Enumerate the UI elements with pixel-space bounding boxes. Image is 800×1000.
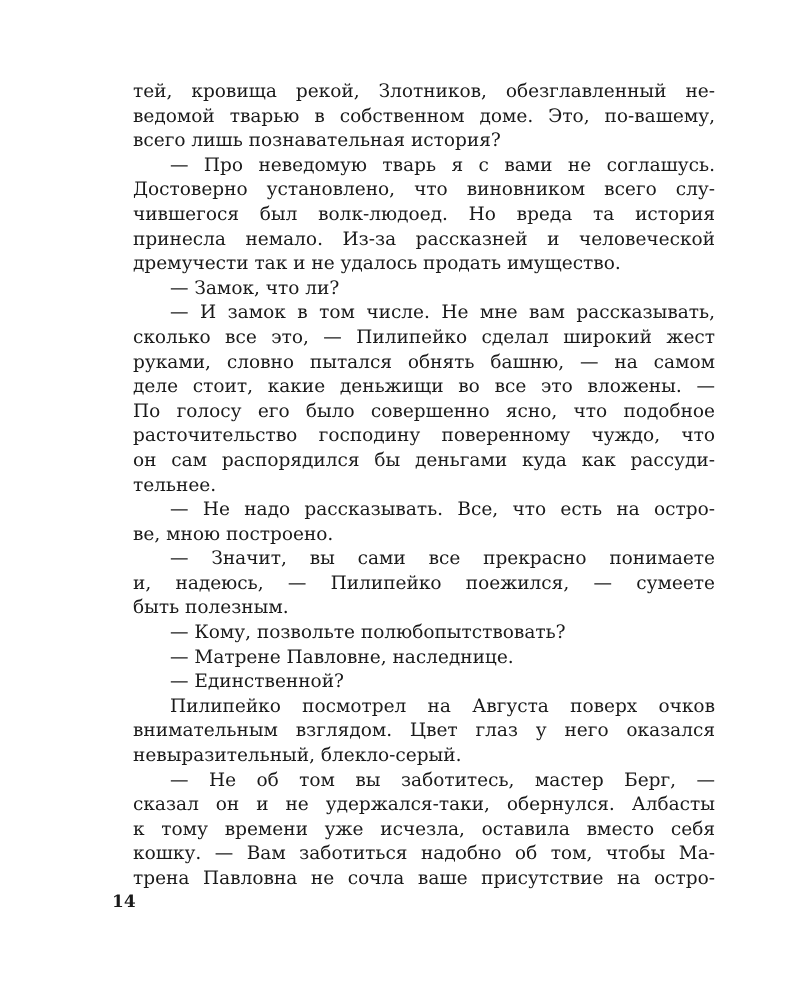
text-line: руками, словно пытался обнять башню, — на самом bbox=[133, 351, 715, 373]
body-text bbox=[133, 80, 715, 892]
text-line: всего лишь познавательная история? bbox=[133, 130, 501, 152]
text-line: кошку. — Вам заботиться надобно об том, чтобы Ма- bbox=[133, 843, 715, 865]
text-line: ведомой тварью в собственном доме. Это, по-вашему, bbox=[133, 105, 715, 127]
text-line: сколько все это, — Пилипейко сделал широкий жест bbox=[133, 326, 715, 348]
text-line: тей, кровища рекой, Злотников, обезглавленный не- bbox=[133, 81, 715, 102]
text-line: ве, мною построено. bbox=[133, 523, 334, 545]
text-line: деле стоит, какие деньжищи во все это вложены. — bbox=[133, 376, 715, 398]
text-line: — Про неведомую тварь я с вами не соглашусь. bbox=[170, 154, 715, 176]
text-line: принесла немало. Из-за рассказней и человеческой bbox=[133, 228, 715, 250]
page-number: 14 bbox=[112, 892, 136, 912]
text-line: внимательным взглядом. Цвет глаз у него оказался bbox=[133, 720, 715, 742]
text-line: быть полезным. bbox=[133, 597, 289, 619]
text-line: к тому времени уже исчезла, оставила вместо себя bbox=[133, 818, 715, 840]
text-line: — Единственной? bbox=[170, 671, 344, 693]
text-line: — Значит, вы сами все прекрасно понимаете bbox=[170, 548, 715, 570]
text-line: — Не об том вы заботитесь, мастер Берг, — bbox=[170, 769, 715, 791]
text-line: расточительство господину поверенному чуждо, что bbox=[133, 425, 715, 447]
text-line: невыразительный, блекло-серый. bbox=[133, 745, 462, 767]
text-line: — Не надо рассказывать. Все, что есть на остро- bbox=[170, 499, 715, 521]
text-line: чившегося был волк-людоед. Но вреда та история bbox=[133, 203, 715, 225]
text-line: сказал он и не удержался-таки, обернулся. Албасты bbox=[133, 794, 715, 816]
text-line: По голосу его было совершенно ясно, что подобное bbox=[133, 400, 715, 422]
text-line: — И замок в том числе. Не мне вам рассказывать, bbox=[170, 302, 715, 324]
text-line: он сам распорядился бы деньгами куда как рассуди- bbox=[133, 449, 715, 471]
text-line: тельнее. bbox=[133, 474, 217, 496]
text-line: трена Павловна не сочла ваше присутствие на остро- bbox=[133, 868, 715, 889]
text-line: — Кому, позвольте полюбопытствовать? bbox=[170, 622, 566, 644]
text-line: Пилипейко посмотрел на Августа поверх очков bbox=[170, 695, 715, 717]
text-line: — Замок, что ли? bbox=[170, 277, 340, 299]
text-line: — Матрене Павловне, наследнице. bbox=[170, 646, 514, 668]
text-line: Достоверно установлено, что виновником всего слу- bbox=[133, 179, 715, 201]
text-line: и, надеюсь, — Пилипейко поежился, — сумеете bbox=[133, 572, 715, 594]
text-line: дремучести так и не удалось продать имущество. bbox=[133, 253, 621, 275]
